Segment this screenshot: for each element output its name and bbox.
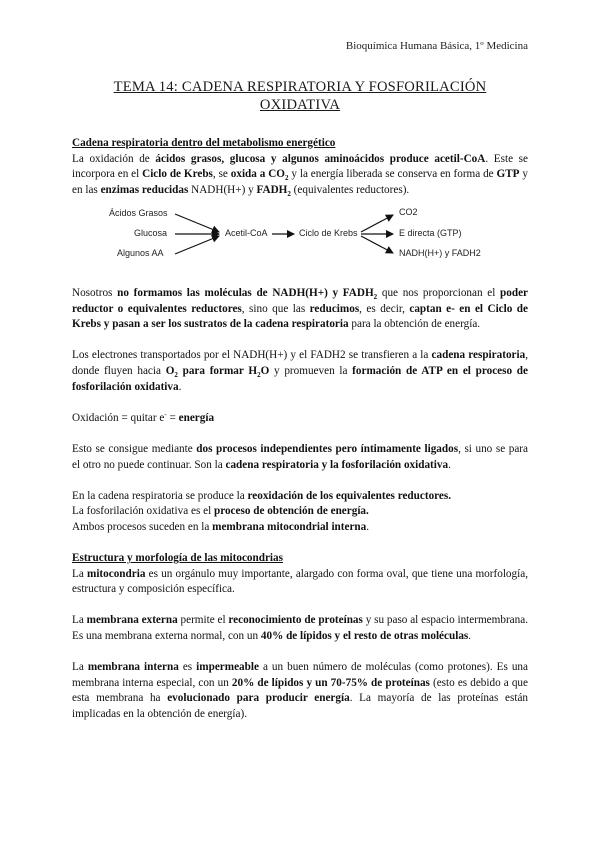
arrow-acidos-to-acetil <box>175 214 219 232</box>
diagram-label-nadh-fadh2: NADH(H+) y FADH2 <box>399 248 481 259</box>
section-heading-cadena: Cadena respiratoria dentro del metabolismo energético <box>72 137 336 149</box>
page-header: Bioquímica Humana Básica, 1º Medicina <box>345 40 528 52</box>
paragraph-mitocondria: La mitocondria es un orgánulo muy importante, alargado con forma oval, que tiene una morfología, estructura y composición específica. <box>72 567 528 596</box>
arrow-krebs-to-co2 <box>361 215 393 232</box>
diagram-label-algunos-aa: Algunos AA <box>117 248 164 259</box>
paragraph-reoxidacion-line1: En la cadena respiratoria se produce la reoxidación de los equivalentes reductores. <box>72 489 452 502</box>
paragraph-reoxidacion-line2: La fosforilación oxidativa es el proceso de obtención de energía. <box>72 505 369 518</box>
krebs-flow-diagram <box>72 206 528 264</box>
diagram-label-acidos-grasos: Ácidos Grasos <box>109 208 168 219</box>
diagram-label-ciclo-krebs: Ciclo de Krebs <box>299 228 358 239</box>
diagram-label-co2: CO2 <box>399 207 418 218</box>
paragraph-oxidacion-acidos: La oxidación de ácidos grasos, glucosa y algunos aminoácidos produce acetil-CoA. Este se incorpora en el Ciclo de Krebs, se oxida a $CO_2$ y la energía liberada se conserva en forma de GTP y en las enzimas reducidas NADH(H+) y $FADH_2$ (equivalentes reductores). <box>72 152 528 199</box>
diagram-label-glucosa: Glucosa <box>134 228 168 239</box>
section-heading-mitocondrias: Estructura y morfología de las mitocondrias <box>72 552 283 565</box>
arrow-aa-to-acetil <box>175 236 219 254</box>
paragraph-reoxidacion-line3: Ambos procesos suceden en la membrana mitocondrial interna. <box>72 520 370 533</box>
diagram-label-acetil-coa: Acetil-CoA <box>225 228 268 239</box>
diagram-label-gtp: E directa (GTP) <box>399 228 462 239</box>
paragraph-procesos-ligados: Esto se consigue mediante dos procesos independientes pero íntimamente ligados, si uno se para el otro no puede continuar. Son la cadena respiratoria y la fosforilación oxidativa. <box>72 442 528 471</box>
paragraph-membrana-interna: La membrana interna es impermeable a un buen número de moléculas (como protones). Es una membrana interna especial, con un 20% de lípidos y un 70-75% de proteínas (esto es debido a que esta membrana ha evolucionado para producir energía. La mayoría de las proteínas están implicadas en la obtención de energía). <box>72 661 529 720</box>
document-title: TEMA 14: CADENA RESPIRATORIA Y FOSFORILACIÓN OXIDATIVA <box>113 79 487 113</box>
paragraph-oxidacion-formula: Oxidación = quitar e- = energía <box>72 409 215 424</box>
arrow-krebs-to-nadh <box>361 236 393 253</box>
paragraph-electrones: Los electrones transportados por el NADH(H+) y el FADH2 se transfieren a la cadena respiratoria, donde fluyen hacia $O_2$ para formar $H_2O$ y promueven la formación de ATP en el proceso de fosforilación oxidativa. <box>72 349 528 393</box>
document-body <box>72 136 528 723</box>
paragraph-membrana-externa: La membrana externa permite el reconocimiento de proteínas y su paso al espacio intermembrana. Es una membrana externa normal, con un 40% de lípidos y el resto de otras moléculas. <box>72 614 528 643</box>
paragraph-poder-reductor: Nosotros no formamos las moléculas de NADH(H+) y $FADH_2$ que nos proporcionan el poder reductor o equivalentes reductores, sino que las reducimos, es decir, captan e- en el Ciclo de Krebs y pasan a ser los sustratos de la cadena respiratoria para la obtención de energía. <box>72 286 529 331</box>
